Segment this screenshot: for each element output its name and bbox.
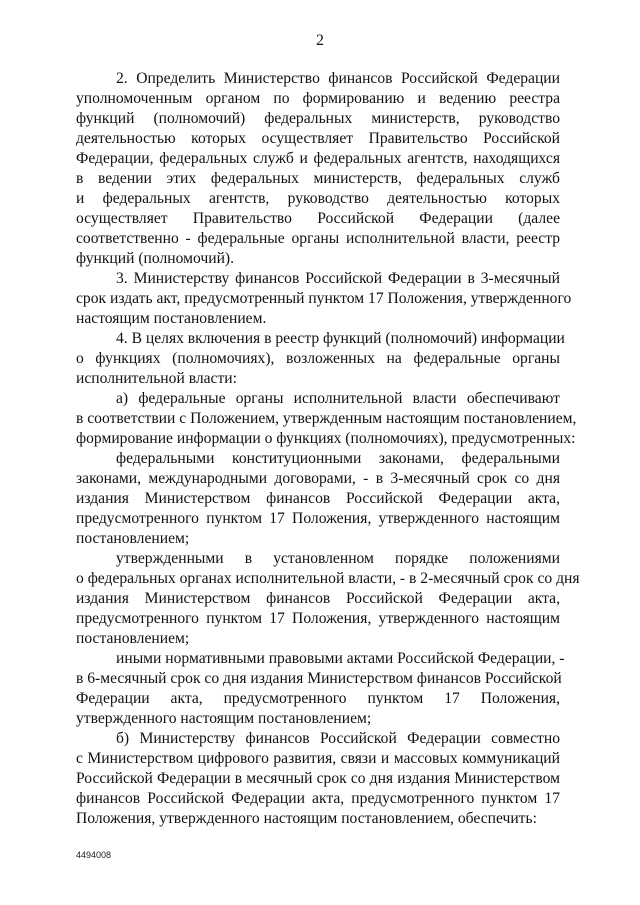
text-line: 2. Определить Министерство финансов Российской Федерации xyxy=(116,70,560,87)
text-line: в ведении этих федеральных министерств, федеральных служб xyxy=(76,170,560,187)
text-line: функций (полномочий). xyxy=(76,250,235,267)
text-line: 3. Министерству финансов Российской Федерации в 3-месячный xyxy=(116,270,560,287)
text-line: о федеральных органах исполнительной власти, - в 2-месячный срок со дня xyxy=(76,570,580,587)
text-line: и федеральных агентств, руководство деятельностью которых xyxy=(76,190,560,207)
text-line: в соответствии с Положением, утвержденным настоящим постановлением, xyxy=(76,410,577,427)
text-line: предусмотренного пунктом 17 Положения, утвержденного настоящим xyxy=(76,510,560,527)
text-line: с Министерством цифрового развития, связи и массовых коммуникаций xyxy=(76,750,560,767)
text-line: уполномоченным органом по формированию и ведению реестра xyxy=(76,90,560,107)
text-line: Федерации, федеральных служб и федеральных агентств, находящихся xyxy=(76,150,560,167)
text-line: б) Министерству финансов Российской Федерации совместно xyxy=(116,730,560,747)
text-line: издания Министерством финансов Российской Федерации акта, xyxy=(76,490,560,507)
text-line: функций (полномочий) федеральных министерств, руководство xyxy=(76,110,560,127)
text-line: срок издать акт, предусмотренный пунктом 17 Положения, утвержденного xyxy=(76,290,572,307)
text-line: федеральными конституционными законами, федеральными xyxy=(116,450,560,467)
text-line: о функциях (полномочиях), возложенных на федеральные органы xyxy=(76,350,560,367)
text-line: предусмотренного пунктом 17 Положения, утвержденного настоящим xyxy=(76,610,560,627)
text-line: в 6-месячный срок со дня издания Министерством финансов Российской xyxy=(76,670,562,687)
text-line: а) федеральные органы исполнительной власти обеспечивают xyxy=(116,390,560,407)
text-line: исполнительной власти: xyxy=(76,370,237,387)
text-line: иными нормативными правовыми актами Российской Федерации, - xyxy=(116,650,565,667)
document-body xyxy=(76,69,580,829)
text-line: формирование информации о функциях (полномочиях), предусмотренных: xyxy=(76,430,576,447)
text-line: постановлением; xyxy=(76,530,190,547)
text-line: 4. В целях включения в реестр функций (полномочий) информации xyxy=(116,330,565,347)
page-number: 2 xyxy=(316,32,324,49)
text-line: издания Министерством финансов Российской Федерации акта, xyxy=(76,590,560,607)
text-line: настоящим постановлением. xyxy=(76,310,267,327)
text-line: деятельностью которых осуществляет Правительство Российской xyxy=(76,130,560,147)
text-line: утвержденного настоящим постановлением; xyxy=(76,710,372,727)
text-line: Российской Федерации в месячный срок со дня издания Министерством xyxy=(76,770,560,787)
text-line: соответственно - федеральные органы исполнительной власти, реестр xyxy=(76,230,560,247)
text-line: утвержденными в установленном порядке положениями xyxy=(116,550,560,567)
text-line: Положения, утвержденного настоящим постановлением, обеспечить: xyxy=(76,810,537,827)
text-line: финансов Российской Федерации акта, предусмотренного пунктом 17 xyxy=(76,790,560,807)
document-id: 4494008 xyxy=(76,850,112,860)
text-line: постановлением; xyxy=(76,630,190,647)
text-line: законами, международными договорами, - в 3-месячный срок со дня xyxy=(76,470,560,487)
text-line: осуществляет Правительство Российской Федерации (далее xyxy=(76,210,560,227)
text-line: Федерации акта, предусмотренного пунктом 17 Положения, xyxy=(76,690,560,707)
